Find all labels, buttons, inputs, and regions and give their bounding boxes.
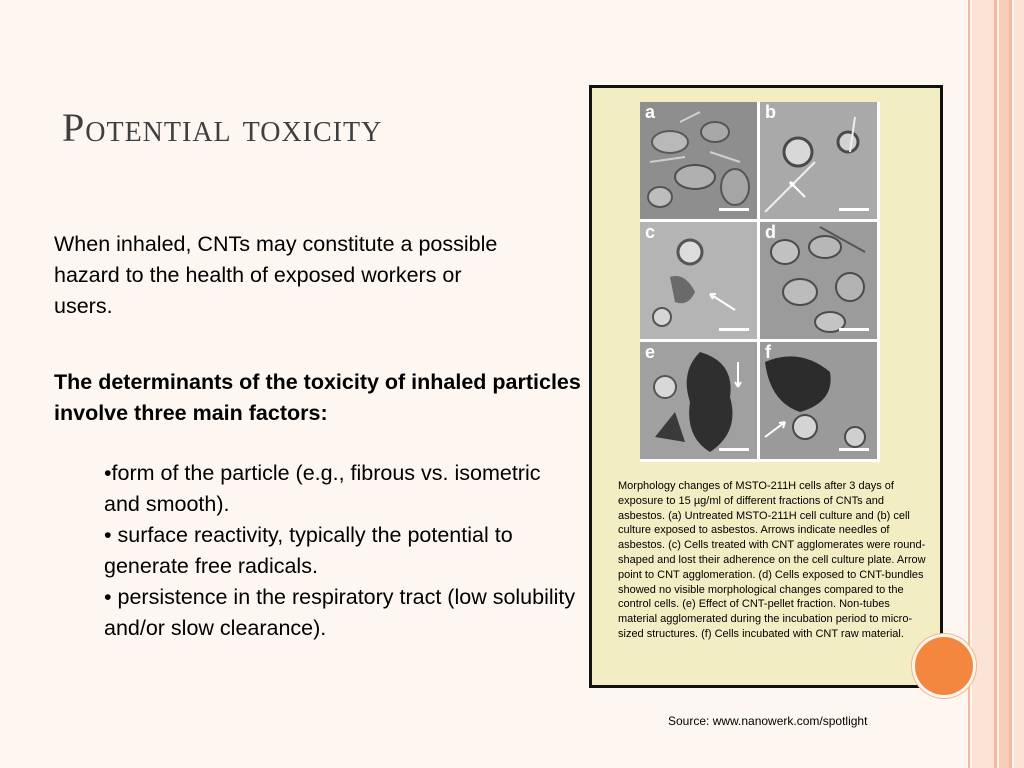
micrograph-panel-c [640,222,757,339]
panel-label-b: b [765,102,776,122]
figure-caption: Morphology changes of MSTO-211H cells after 3 days of exposure to 15 µg/ml of different fractions of CNTs and asbestos. (a) Untreated MSTO-211H cell culture and (b) cell culture exposed to asbestos. Arrows indicate needles of asbestos. (c) Cells treated with CNT agglomerates were round-shaped and lost their adherence on the cell culture plate. Arrow point to CNT agglomeration. (d) Cells exposed to CNT-bundles showed no visible morphological changes compared to the control cells. (e) Effect of CNT-pellet fraction. Non-tubes material agglomerated during the incubation period to micro-sized structures. (f) Cells incubated with CNT raw material. [618,480,926,640]
decorative-circle [915,637,973,695]
slide-title: Potential toxicity [62,105,383,150]
micrograph-panels [640,102,880,462]
intro-paragraph: When inhaled, CNTs may constitute a possible hazard to the health of exposed workers or users. [54,232,498,318]
micrograph-panel-b [760,102,877,219]
panel-label-e: e [645,342,656,362]
panel-label-c: c [645,222,656,242]
scale-bar [839,208,869,211]
scale-bar [839,328,869,331]
factor-list [104,458,579,644]
scale-bar [719,208,749,211]
factor-item-reactivity: • surface reactivity, typically the potential to generate free radicals. [104,523,513,578]
panel-label-d: d [765,222,776,242]
factors-heading: The determinants of the toxicity of inhaled particles involve three main factors: [54,370,581,425]
factor-item-persistence: • persistence in the respiratory tract (low solubility and/or slow clearance). [104,585,576,640]
scale-bar [719,328,749,331]
micrograph-panel-e [640,342,757,459]
micrograph-panel-a [640,102,757,219]
panel-label-a: a [645,102,656,122]
scale-bar [839,448,869,451]
decorative-stripes [968,0,1024,768]
factor-item-form: •form of the particle (e.g., fibrous vs. isometric and smooth). [104,461,541,516]
scale-bar [719,448,749,451]
micrograph-panel-f [760,342,877,459]
panel-label-f: f [765,342,771,362]
source-citation: Source: www.nanowerk.com/spotlight [668,714,868,728]
micrograph-panel-d [760,222,877,339]
micrograph-figure [589,85,943,688]
